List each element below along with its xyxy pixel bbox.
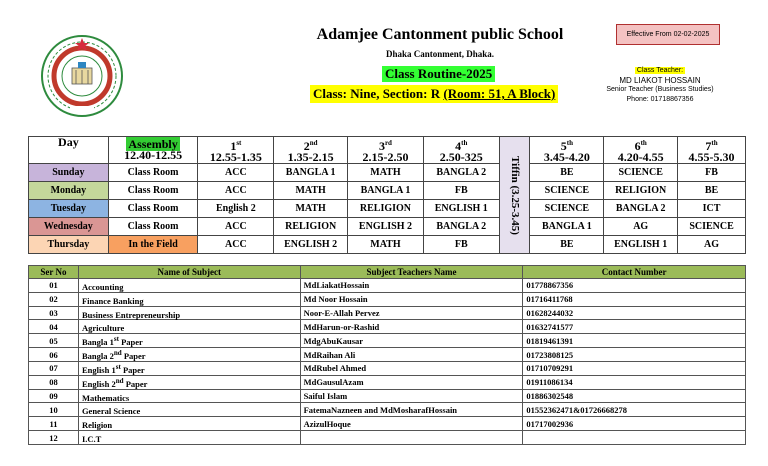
subject-teacher-table [28, 265, 746, 445]
subject-cell: BANGLA 1 [274, 164, 348, 182]
teacher-name-cell: AzizulHoque [300, 417, 523, 431]
contact-number-cell: 01552362471&01726668278 [523, 403, 746, 417]
subject-row [29, 389, 746, 403]
class-teacher-phone: Phone: 01718867356 [626, 95, 694, 103]
subject-cell: MATH [348, 236, 424, 254]
subject-row [29, 279, 746, 293]
ser-no-cell: 02 [29, 292, 79, 306]
ser-no-cell: 06 [29, 348, 79, 362]
contact-header: Contact Number [523, 266, 746, 279]
contact-number-cell [523, 431, 746, 445]
day-cell: Tuesday [29, 200, 109, 218]
subject-row [29, 375, 746, 389]
period-header: 4th 2.50-325 [423, 137, 499, 164]
subject-row [29, 320, 746, 334]
class-section: Class: Nine, Section: R [313, 86, 444, 101]
subject-cell: AG [678, 236, 746, 254]
subject-cell: MATH [274, 182, 348, 200]
contact-number-cell: 01723808125 [523, 348, 746, 362]
teacher-name-header: Subject Teachers Name [300, 266, 523, 279]
subject-cell: ENGLISH 1 [423, 200, 499, 218]
assembly-cell: Class Room [108, 164, 198, 182]
day-cell: Sunday [29, 164, 109, 182]
subject-cell: ACC [198, 182, 274, 200]
ser-no-cell: 12 [29, 431, 79, 445]
subject-cell: English 2 [198, 200, 274, 218]
subject-name-cell: Bangla 2nd Paper [78, 348, 300, 362]
subject-cell: ENGLISH 1 [604, 236, 678, 254]
subject-cell: BE [530, 236, 604, 254]
teacher-name-cell: MdHarun-or-Rashid [300, 320, 523, 334]
subject-row [29, 417, 746, 431]
period-header: 6th 4.20-4.55 [604, 137, 678, 164]
school-name: Adamjee Cantonment public School [316, 26, 564, 43]
routine-title: Class Routine-2025 [382, 66, 495, 82]
subject-row [29, 334, 746, 348]
subject-name-header: Name of Subject [78, 266, 300, 279]
teacher-name-cell: Md Noor Hossain [300, 292, 523, 306]
subject-cell: SCIENCE [604, 164, 678, 182]
teacher-name-cell: MdGausulAzam [300, 375, 523, 389]
subject-cell: ICT [678, 200, 746, 218]
routine-row [29, 236, 746, 254]
subject-row [29, 431, 746, 445]
subject-name-cell: I.C.T [78, 431, 300, 445]
subject-cell: BANGLA 1 [348, 182, 424, 200]
contact-number-cell: 01819461391 [523, 334, 746, 348]
contact-number-cell: 01911086134 [523, 375, 746, 389]
ser-no-cell: 05 [29, 334, 79, 348]
subject-cell: FB [678, 164, 746, 182]
ser-no-cell: 07 [29, 361, 79, 375]
class-teacher-name: MD LIAKOT HOSSAIN [619, 75, 701, 85]
period-header: 2nd 1.35-2.15 [274, 137, 348, 164]
routine-row [29, 218, 746, 236]
ser-no-cell: 01 [29, 279, 79, 293]
period-header: 7th 4.55-5.30 [678, 137, 746, 164]
ser-no-cell: 10 [29, 403, 79, 417]
period-header: 3rd 2.15-2.50 [348, 137, 424, 164]
day-cell: Thursday [29, 236, 109, 254]
teacher-name-cell: MdRubel Ahmed [300, 361, 523, 375]
subject-name-cell: Religion [78, 417, 300, 431]
subject-name-cell: Business Entrepreneurship [78, 306, 300, 320]
subject-cell: RELIGION [348, 200, 424, 218]
subject-name-cell: General Science [78, 403, 300, 417]
subject-cell: MATH [348, 164, 424, 182]
subject-row [29, 306, 746, 320]
subject-name-cell: Finance Banking [78, 292, 300, 306]
effective-date-badge: Effective From 02-02-2025 [616, 24, 720, 45]
tiffin-label: Tiffin (3.25-3.45) [509, 155, 522, 235]
subject-cell: BANGLA 2 [423, 218, 499, 236]
contact-number-cell: 01778867356 [523, 279, 746, 293]
teacher-name-cell: Noor-E-Allah Pervez [300, 306, 523, 320]
day-cell: Wednesday [29, 218, 109, 236]
class-teacher-block [598, 66, 722, 104]
assembly-cell: In the Field [108, 236, 198, 254]
subject-cell: ACC [198, 218, 274, 236]
ser-no-cell: 08 [29, 375, 79, 389]
routine-row [29, 200, 746, 218]
assembly-cell: Class Room [108, 200, 198, 218]
subject-cell: RELIGION [274, 218, 348, 236]
day-header: Day [29, 137, 109, 164]
teacher-name-cell: MdRaihan Ali [300, 348, 523, 362]
routine-row [29, 182, 746, 200]
day-cell: Monday [29, 182, 109, 200]
assembly-time: 12.40-12.55 [124, 148, 183, 162]
assembly-label: Assembly [128, 137, 178, 151]
ser-no-cell: 04 [29, 320, 79, 334]
subject-cell: SCIENCE [530, 182, 604, 200]
class-teacher-title: Senior Teacher (Business Studies) [606, 86, 714, 93]
subject-cell: MATH [274, 200, 348, 218]
class-teacher-label: Class Teacher: [636, 67, 684, 74]
subject-cell: SCIENCE [678, 218, 746, 236]
subject-name-cell: Accounting [78, 279, 300, 293]
routine-row [29, 164, 746, 182]
school-logo-icon [40, 34, 124, 118]
subject-cell: ENGLISH 2 [274, 236, 348, 254]
tiffin-break [499, 137, 530, 254]
ser-no-cell: 09 [29, 389, 79, 403]
subject-cell: BANGLA 2 [604, 200, 678, 218]
subject-row [29, 403, 746, 417]
assembly-cell: Class Room [108, 182, 198, 200]
contact-number-cell: 01710709291 [523, 361, 746, 375]
subject-cell: BANGLA 2 [423, 164, 499, 182]
subject-row [29, 361, 746, 375]
subject-cell: ENGLISH 2 [348, 218, 424, 236]
subject-cell: FB [423, 182, 499, 200]
school-city: Dhaka Cantonment, Dhaka. [385, 49, 495, 59]
assembly-header [108, 137, 198, 164]
period-header: 5th 3.45-4.20 [530, 137, 604, 164]
teacher-name-cell: MdLiakatHossain [300, 279, 523, 293]
teacher-name-cell: MdgAbuKausar [300, 334, 523, 348]
subject-cell: BE [678, 182, 746, 200]
teacher-name-cell: Saiful Islam [300, 389, 523, 403]
routine-table [28, 136, 746, 254]
teacher-name-cell [300, 431, 523, 445]
subject-cell: BANGLA 1 [530, 218, 604, 236]
subject-cell: ACC [198, 236, 274, 254]
contact-number-cell: 01716411768 [523, 292, 746, 306]
ser-no-cell: 11 [29, 417, 79, 431]
room-info: (Room: 51, A Block) [443, 86, 556, 101]
assembly-cell: Class Room [108, 218, 198, 236]
subject-name-cell: Mathematics [78, 389, 300, 403]
subject-row [29, 292, 746, 306]
subject-cell: SCIENCE [530, 200, 604, 218]
subject-cell: FB [423, 236, 499, 254]
contact-number-cell: 01628244032 [523, 306, 746, 320]
contact-number-cell: 01717002936 [523, 417, 746, 431]
subject-cell: BE [530, 164, 604, 182]
subject-name-cell: English 1st Paper [78, 361, 300, 375]
subject-cell: RELIGION [604, 182, 678, 200]
contact-number-cell: 01632741577 [523, 320, 746, 334]
class-section-line [310, 85, 558, 103]
period-header: 1st 12.55-1.35 [198, 137, 274, 164]
teacher-name-cell: FatemaNazneen and MdMosharafHossain [300, 403, 523, 417]
subject-name-cell: English 2nd Paper [78, 375, 300, 389]
subject-row [29, 348, 746, 362]
subject-name-cell: Agriculture [78, 320, 300, 334]
ser-no-header: Ser No [29, 266, 79, 279]
contact-number-cell: 01886302548 [523, 389, 746, 403]
subject-cell: ACC [198, 164, 274, 182]
subject-name-cell: Bangla 1st Paper [78, 334, 300, 348]
ser-no-cell: 03 [29, 306, 79, 320]
subject-cell: AG [604, 218, 678, 236]
